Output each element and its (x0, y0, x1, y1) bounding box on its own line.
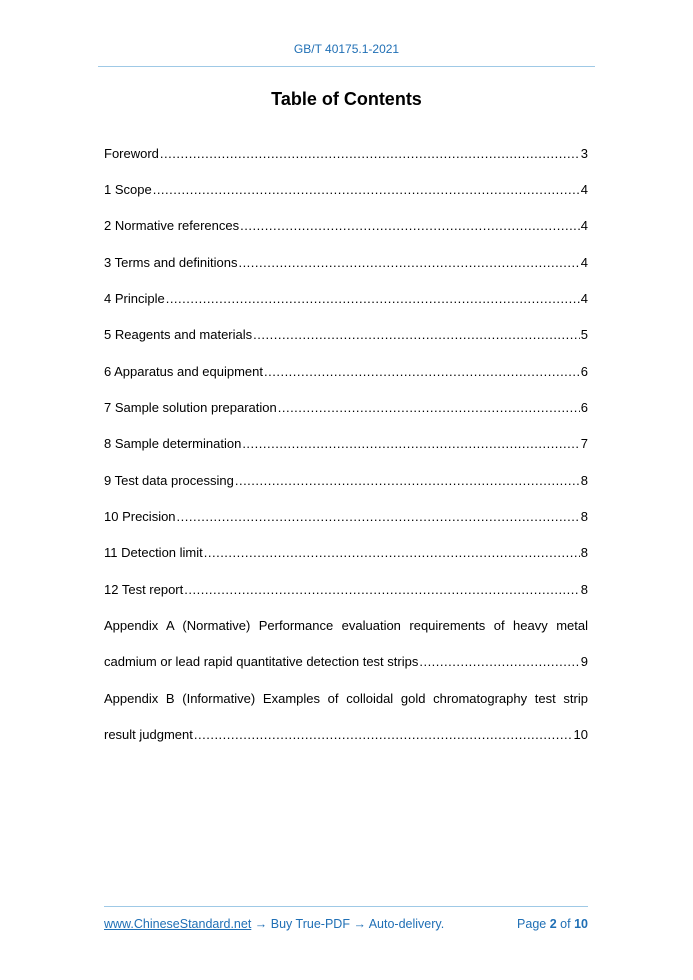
toc-entry-page: 8 (580, 473, 588, 488)
toc-entry-label: Foreword (104, 146, 159, 161)
running-header: GB/T 40175.1-2021 (293, 42, 400, 56)
toc-entry-appendix-a[interactable] (104, 653, 588, 671)
site-link[interactable]: www.ChineseStandard.net (104, 917, 252, 931)
toc-entry-apparatus-equipment[interactable] (104, 363, 588, 381)
toc-entry-label: 10 Precision (104, 509, 176, 524)
toc-entry-test-data-processing[interactable] (104, 472, 588, 490)
toc-entry-appendix-a-line1[interactable]: Appendix A (Normative) Performance evaluation requirements of heavy metal (104, 618, 588, 633)
toc-entry-principle[interactable] (104, 290, 588, 308)
toc-entry-appendix-b[interactable] (104, 726, 588, 744)
toc-entry-label: 3 Terms and definitions (104, 255, 238, 270)
toc-entry-label: cadmium or lead rapid quantitative detection test strips (104, 654, 419, 669)
toc-entry-label: 8 Sample determination (104, 436, 242, 451)
arrow-right-icon: → (353, 917, 366, 931)
toc-entry-page: 8 (580, 545, 588, 560)
toc-entry-label: result judgment (104, 727, 193, 742)
toc-entry-sample-determination[interactable] (104, 435, 588, 453)
toc-entry-label: 9 Test data processing (104, 473, 234, 488)
footer-divider (104, 906, 588, 907)
toc-entry-label: 11 Detection limit (104, 545, 203, 560)
toc-entry-label: 2 Normative references (104, 218, 240, 233)
buy-text: Buy True-PDF (267, 917, 354, 931)
toc-entry-sample-solution-preparation[interactable] (104, 399, 588, 417)
toc-entry-page: 9 (580, 654, 588, 669)
toc-entry-page: 4 (580, 182, 588, 197)
toc-entry-page: 7 (580, 436, 588, 451)
toc-entry-reagents-materials[interactable] (104, 326, 588, 344)
toc-entry-appendix-b-line1[interactable]: Appendix B (Informative) Examples of colloidal gold chromatography test strip (104, 691, 588, 706)
toc-entry-test-report[interactable] (104, 581, 588, 599)
page-indicator (517, 915, 588, 933)
footer-promo (104, 915, 444, 933)
toc-entry-page: 4 (580, 291, 588, 306)
toc-entry-page: 6 (580, 364, 588, 379)
page-word: Page (517, 917, 547, 931)
toc-entry-scope[interactable] (104, 181, 588, 199)
toc-entry-foreword[interactable] (104, 145, 588, 163)
toc-entry-page: 8 (580, 509, 588, 524)
toc-entry-detection-limit[interactable] (104, 544, 588, 562)
delivery-text: Auto-delivery. (365, 917, 445, 931)
arrow-right-icon: → (254, 917, 268, 931)
toc-entry-label: 7 Sample solution preparation (104, 400, 277, 415)
toc-entry-terms-definitions[interactable] (104, 254, 588, 272)
toc-entry-label: 5 Reagents and materials (104, 327, 253, 342)
toc-entry-label: 6 Apparatus and equipment (104, 364, 264, 379)
toc-entry-label: 1 Scope (104, 182, 152, 197)
toc-entry-label: 4 Principle (104, 291, 165, 306)
toc-entry-page: 4 (580, 218, 588, 233)
toc-entry-page: 6 (580, 400, 588, 415)
toc-entry-page: 4 (580, 255, 588, 270)
toc-entry-label: 12 Test report (104, 582, 184, 597)
toc-entry-page: 3 (580, 146, 588, 161)
toc-entry-page: 5 (580, 327, 588, 342)
toc-entry-normative-references[interactable] (104, 217, 588, 235)
toc-entry-precision[interactable] (104, 508, 588, 526)
of-word: of (560, 917, 571, 931)
page-title: Table of Contents (271, 89, 422, 109)
current-page-number: 2 (549, 917, 557, 931)
header-divider (98, 66, 595, 67)
toc-entry-page: 10 (573, 727, 588, 742)
toc-entry-page: 8 (580, 582, 588, 597)
total-pages-number: 10 (574, 917, 588, 931)
